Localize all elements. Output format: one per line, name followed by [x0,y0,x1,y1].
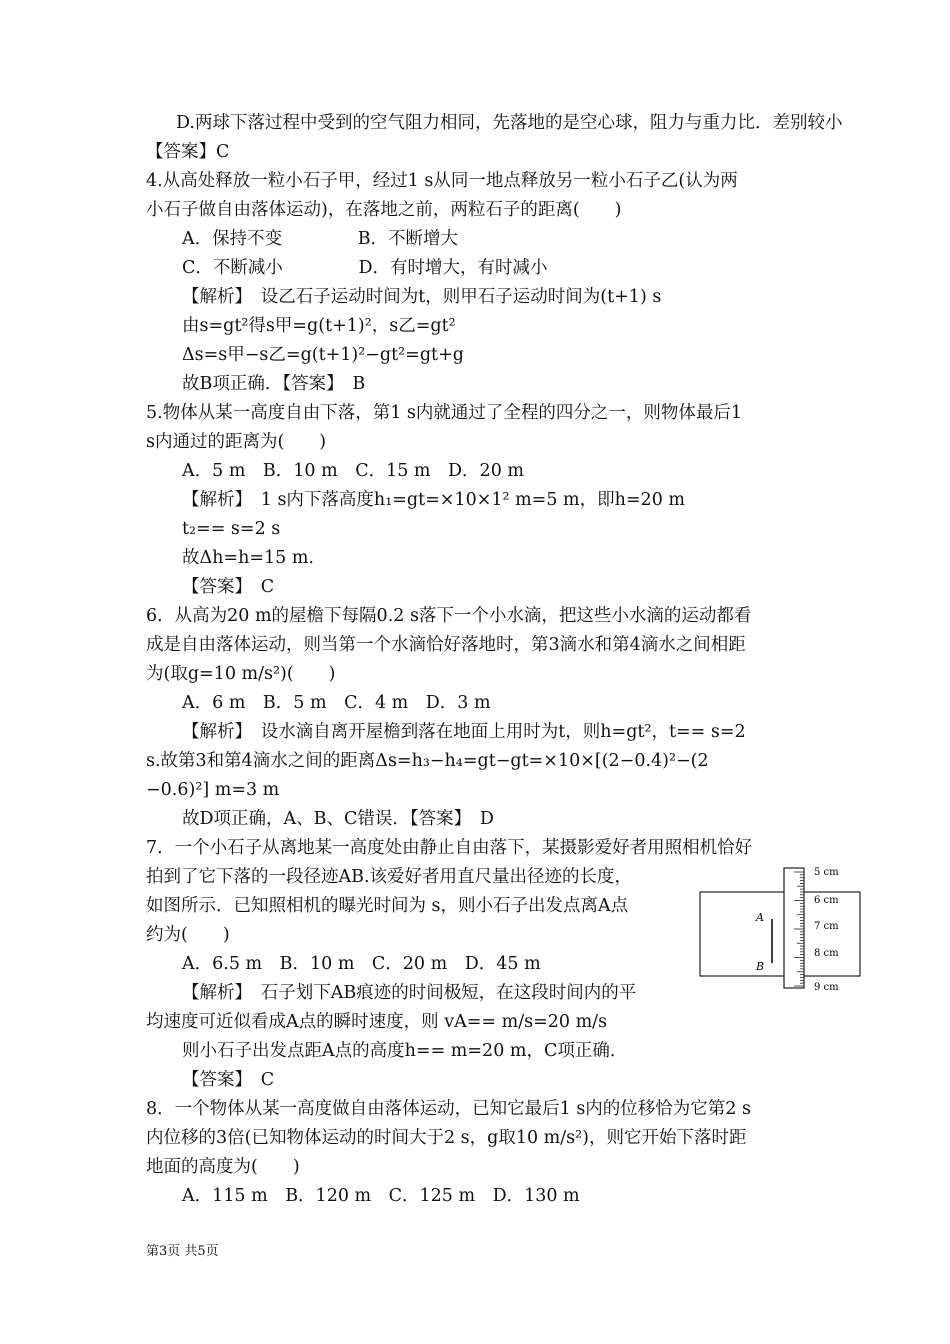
text-line: 5.物体从某一高度自由下落，第1 s内就通过了全程的四分之一，则物体最后1 [146,403,743,423]
text-line: 成是自由落体运动，则当第一个水滴恰好落地时，第3滴水和第4滴水之间相距 [146,635,746,655]
text-line: s内通过的距离为( ) [146,432,327,452]
ruler-figure [698,866,866,996]
text-line: 故Δh=h=15 m. [182,548,314,568]
ruler-label-9cm: 9 cm [814,982,839,993]
text-line: D.两球下落过程中受到的空气阻力相同，先落地的是空心球，阻力与重力比．差别较小 [176,113,843,133]
text-line: 6．从高为20 m的屋檐下每隔0.2 s落下一个小水滴，把这些小水滴的运动都看 [146,606,752,626]
text-line: A．5 m B．10 m C．15 m D．20 m [182,461,524,481]
text-line: 则小石子出发点距A点的高度h== m=20 m，C项正确． [182,1041,628,1061]
ruler-label-6cm: 6 cm [814,895,839,906]
text-line: 【答案】 C [182,1070,275,1090]
text-line: 4.从高处释放一粒小石子甲，经过1 s从同一地点释放另一粒小石子乙(认为两 [146,171,738,191]
text-line: 故D项正确，A、B、C错误．【答案】 D [182,809,494,829]
text-line: 故B项正确．【答案】 B [182,374,366,394]
text-line: 地面的高度为( ) [146,1157,300,1177]
label-b: B [756,960,765,973]
text-line: 为(取g=10 m/s²)( ) [146,664,336,684]
text-line: 【解析】 设水滴自离开屋檐到落在地面上用时为t，则h=gt²，t== s=2 [182,722,746,742]
text-line: 小石子做自由落体运动)，在落地之前，两粒石子的距离( ) [146,200,622,220]
text-line: A．115 m B．120 m C．125 m D．130 m [182,1186,580,1206]
text-line: 【答案】C [146,142,230,162]
text-line: 8．一个物体从某一高度做自由落体运动，已知它最后1 s内的位移恰为它第2 s [146,1099,751,1119]
text-line: 如图所示．已知照相机的曝光时间为 s，则小石子出发点离A点 [146,896,629,916]
text-line: s.故第3和第4滴水之间的距离Δs=h₃−h₄=gt−gt=×10×[(2−0.4)²−(2 [146,751,709,771]
text-line: 约为( ) [146,925,230,945]
text-line: C．不断减小 D．有时增大，有时减小 [182,258,548,278]
ruler-label-5cm: 5 cm [814,867,839,878]
text-line: 拍到了它下落的一段径迹AB.该爱好者用直尺量出径迹的长度， [146,867,633,887]
text-line: A．6 m B．5 m C．4 m D．3 m [182,693,491,713]
text-line: 【解析】 石子划下AB痕迹的时间极短，在这段时间内的平 [182,983,637,1003]
page-footer: 第3页 共5页 [146,1244,219,1259]
text-line: 均速度可近似看成A点的瞬时速度，则 vA== m/s=20 m/s [146,1012,608,1032]
text-line: 7．一个小石子从离地某一高度处由静止自由落下，某摄影爱好者用照相机恰好 [146,838,753,858]
label-a: A [756,911,764,924]
text-line: 由s=gt²得s甲=g(t+1)²，s乙=gt² [182,316,456,336]
text-line: −0.6)²] m=3 m [146,780,280,800]
text-line: 内位移的3倍(已知物体运动的时间大于2 s，g取10 m/s²)，则它开始下落时距 [146,1128,747,1148]
text-line: 【解析】 设乙石子运动时间为t，则甲石子运动时间为(t+1) s [182,287,662,307]
text-line: 【答案】 C [182,577,275,597]
text-line: 【解析】 1 s内下落高度h₁=gt=×10×1² m=5 m，即h=20 m [182,490,685,510]
text-line: A．保持不变 B．不断增大 [182,229,459,249]
ruler-label-8cm: 8 cm [814,948,839,959]
text-line: A．6.5 m B．10 m C．20 m D．45 m [182,954,541,974]
text-line: t₂== s=2 s [182,519,281,539]
text-line: Δs=s甲−s乙=g(t+1)²−gt²=gt+g [182,345,464,365]
ruler-label-7cm: 7 cm [814,921,839,932]
